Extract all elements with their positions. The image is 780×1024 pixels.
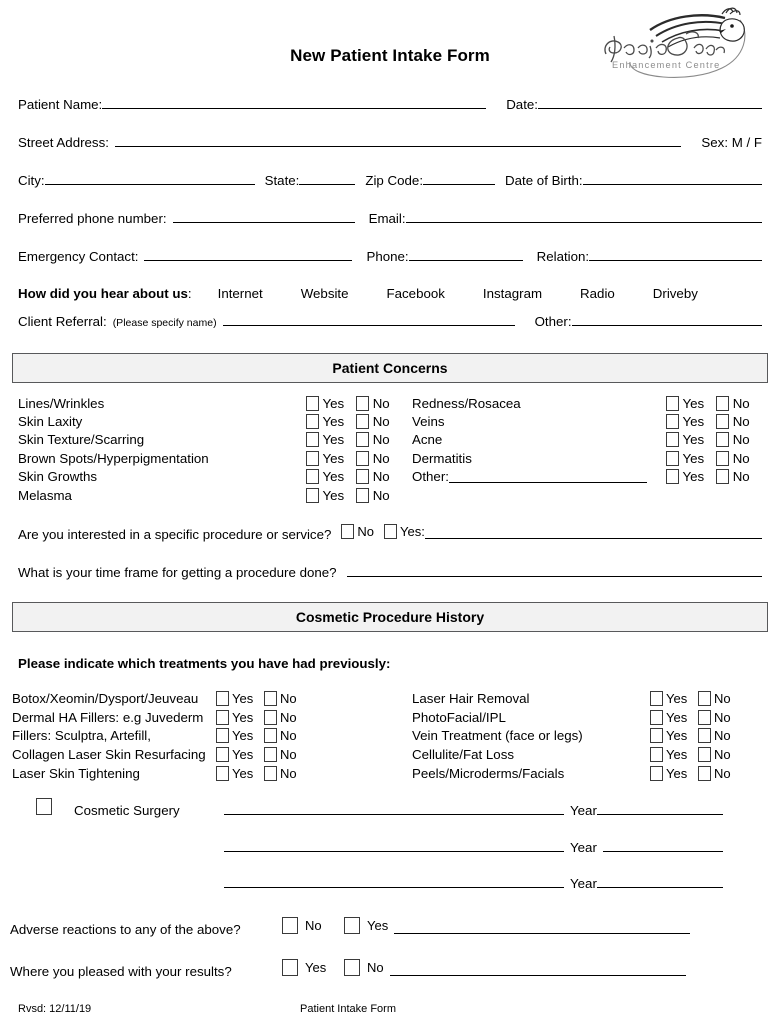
checkbox-icon[interactable] [716, 451, 729, 466]
checkbox-icon[interactable] [264, 691, 277, 706]
relation-input[interactable] [589, 248, 762, 261]
no-label: No [280, 728, 297, 744]
no-label: No [305, 918, 322, 934]
yes-label: Yes [232, 765, 254, 781]
checkbox-icon[interactable] [698, 766, 711, 781]
concern-no-veins[interactable] [716, 414, 762, 429]
concern-other-input[interactable] [449, 471, 647, 483]
email-input[interactable] [406, 210, 762, 223]
yes-label: Yes [682, 469, 705, 485]
treatment-no-cellulite-fat-loss[interactable] [698, 747, 731, 762]
no-label: No [280, 691, 297, 707]
treatment-label-botox: Botox/Xeomin/Dysport/Jeuveau [12, 691, 199, 707]
concern-yes-veins[interactable] [666, 414, 716, 429]
checkbox-icon[interactable] [216, 747, 229, 762]
specific-procedure-yes[interactable] [384, 524, 425, 539]
concern-label-acne: Acne [412, 432, 443, 448]
checkbox-icon[interactable] [341, 524, 354, 539]
referral-other-label: Other: [534, 314, 572, 329]
treatment-row [0, 689, 780, 708]
checkbox-icon[interactable] [356, 451, 369, 466]
concern-yes-skin-texture-scarring[interactable] [306, 432, 356, 447]
email-label: Email: [368, 211, 406, 226]
concern-yes-brown-spots[interactable] [306, 451, 356, 466]
checkbox-icon[interactable] [666, 414, 679, 429]
checkbox-icon[interactable] [306, 432, 319, 447]
treatment-yes-peels-microderms-facials[interactable] [650, 766, 698, 781]
concern-label-skin-texture-scarring: Skin Texture/Scarring [18, 432, 145, 448]
specific-procedure-no[interactable] [341, 524, 374, 539]
cosmetic-surgery-row-2 [0, 839, 780, 855]
checkbox-icon[interactable] [216, 710, 229, 725]
no-label: No [732, 395, 750, 411]
treatment-yes-botox[interactable] [216, 691, 264, 706]
treatment-no-collagen-laser-resurfacing[interactable] [264, 747, 412, 762]
street-address-label: Street Address: [18, 135, 109, 150]
cosmetic-surgery-description-input-1[interactable] [224, 802, 564, 815]
year-label-3: Year [570, 876, 597, 892]
checkbox-icon[interactable] [282, 917, 298, 934]
checkbox-icon[interactable] [344, 959, 360, 976]
no-label: No [372, 432, 390, 448]
concern-row [18, 412, 762, 430]
time-frame-question: What is your time frame for getting a procedure done? [18, 565, 337, 581]
checkbox-icon[interactable] [306, 396, 319, 411]
preferred-phone-label: Preferred phone number: [18, 211, 167, 226]
checkbox-icon[interactable] [666, 432, 679, 447]
no-label: No [714, 691, 731, 707]
treatments-grid [0, 689, 780, 782]
checkbox-icon[interactable] [698, 691, 711, 706]
checkbox-icon[interactable] [698, 728, 711, 743]
checkbox-icon[interactable] [216, 691, 229, 706]
yes-label: Yes [232, 746, 254, 762]
cosmetic-surgery-description-input-3[interactable] [224, 875, 564, 888]
concern-yes-acne[interactable] [666, 432, 716, 447]
adverse-reactions-question: Adverse reactions to any of the above? [10, 922, 241, 938]
treatment-label-dermal-ha-fillers: Dermal HA Fillers: e.g Juvederm [12, 709, 204, 725]
section-title-patient-concerns: Patient Concerns [332, 360, 448, 376]
specific-procedure-question: Are you interested in a specific procedure or service? [18, 527, 332, 543]
concern-no-skin-texture-scarring[interactable] [356, 432, 412, 447]
emergency-contact-label: Emergency Contact: [18, 249, 139, 264]
checkbox-icon[interactable] [356, 469, 369, 484]
checkbox-icon[interactable] [698, 747, 711, 762]
concern-label-lines-wrinkles: Lines/Wrinkles [18, 395, 105, 411]
checkbox-icon[interactable] [264, 766, 277, 781]
city-state-zip-dob-row [0, 172, 780, 188]
revision-date: Rvsd: 12/11/19 [18, 1003, 92, 1015]
cosmetic-surgery-checkbox-icon[interactable] [36, 798, 52, 815]
no-label: No [372, 487, 390, 503]
date-of-birth-label: Date of Birth: [505, 173, 583, 188]
checkbox-icon[interactable] [716, 414, 729, 429]
date-label: Date: [506, 97, 538, 112]
pleased-with-results-yes[interactable] [282, 959, 344, 976]
no-label: No [372, 450, 390, 466]
state-input[interactable] [299, 172, 355, 185]
adverse-reactions-no[interactable] [282, 917, 344, 934]
emergency-contact-row [0, 248, 780, 264]
checkbox-icon[interactable] [306, 488, 319, 503]
concern-yes-dermatitis[interactable] [666, 451, 716, 466]
client-referral-row [0, 313, 780, 329]
yes-label: Yes [682, 450, 705, 466]
checkbox-icon[interactable] [216, 766, 229, 781]
client-referral-input[interactable] [223, 313, 515, 326]
concern-yes-skin-growths[interactable] [306, 469, 356, 484]
page-footer [0, 1003, 780, 1015]
concern-label-redness-rosacea: Redness/Rosacea [412, 395, 521, 411]
concern-yes-redness-rosacea[interactable] [666, 396, 716, 411]
city-label: City: [18, 173, 45, 188]
treatment-row [0, 745, 780, 764]
treatment-row [0, 708, 780, 727]
concern-yes-lines-wrinkles[interactable] [306, 396, 356, 411]
checkbox-icon[interactable] [716, 469, 729, 484]
checkbox-icon[interactable] [384, 524, 397, 539]
document-name: Patient Intake Form [300, 1003, 396, 1015]
emergency-phone-label: Phone: [366, 249, 409, 264]
zip-code-label: Zip Code: [365, 173, 424, 188]
yes-label: Yes [682, 414, 705, 430]
concern-label-skin-laxity: Skin Laxity [18, 414, 83, 430]
concern-no-dermatitis[interactable] [716, 451, 762, 466]
treatment-no-peels-microderms-facials[interactable] [698, 766, 731, 781]
svg-text:Enhancement Centre: Enhancement Centre [612, 60, 721, 70]
treatment-label-laser-skin-tightening: Laser Skin Tightening [12, 765, 140, 781]
yes-label: Yes [682, 432, 705, 448]
treatment-yes-dermal-ha-fillers[interactable] [216, 710, 264, 725]
no-label: No [372, 395, 390, 411]
state-label: State: [264, 173, 300, 188]
cosmetic-surgery-year-input-3[interactable] [597, 875, 723, 888]
concern-row [18, 449, 762, 467]
checkbox-icon[interactable] [666, 469, 679, 484]
concern-no-skin-growths[interactable] [356, 469, 412, 484]
treatment-no-vein-treatment[interactable] [698, 728, 731, 743]
checkbox-icon[interactable] [282, 959, 298, 976]
treatment-yes-laser-skin-tightening[interactable] [216, 766, 264, 781]
no-label: No [357, 524, 374, 540]
checkbox-icon[interactable] [356, 414, 369, 429]
no-label: No [732, 469, 750, 485]
checkbox-icon[interactable] [344, 917, 360, 934]
yes-label: Yes [666, 691, 688, 707]
no-label: No [714, 746, 731, 762]
checkbox-icon[interactable] [264, 728, 277, 743]
patient-name-input[interactable] [102, 96, 486, 109]
cosmetic-surgery-label: Cosmetic Surgery [74, 803, 180, 819]
patient-name-row [0, 96, 780, 112]
yes-label: Yes [322, 395, 345, 411]
pleased-with-results-no[interactable] [344, 959, 384, 976]
concern-label-skin-growths: Skin Growths [18, 469, 98, 485]
zip-code-input[interactable] [423, 172, 495, 185]
time-frame-row [0, 564, 780, 580]
concern-row [18, 431, 762, 449]
concern-no-redness-rosacea[interactable] [716, 396, 762, 411]
checkbox-icon[interactable] [716, 432, 729, 447]
concern-yes-other[interactable] [666, 469, 716, 484]
treatments-instruction: Please indicate which treatments you have had previously: [18, 656, 391, 672]
concern-no-skin-laxity[interactable] [356, 414, 412, 429]
treatment-label-laser-hair-removal: Laser Hair Removal [412, 691, 530, 707]
checkbox-icon[interactable] [356, 396, 369, 411]
no-label: No [280, 765, 297, 781]
year-label-2: Year [570, 840, 597, 856]
patient-concerns-grid [0, 394, 780, 504]
city-input[interactable] [45, 172, 255, 185]
time-frame-input[interactable] [347, 564, 762, 577]
treatment-yes-fillers-sculptra[interactable] [216, 728, 264, 743]
referral-option-driveby[interactable]: Driveby [652, 286, 698, 301]
concern-row [18, 468, 762, 486]
yes-label: Yes [666, 709, 688, 725]
treatment-no-laser-hair-removal[interactable] [698, 691, 731, 706]
street-address-row [0, 134, 780, 150]
treatment-yes-cellulite-fat-loss[interactable] [650, 747, 698, 762]
concern-no-melasma[interactable] [356, 488, 412, 503]
referral-option-internet[interactable]: Internet [217, 286, 263, 301]
section-header-patient-concerns [12, 353, 768, 383]
section-header-cosmetic-procedure-history [12, 602, 768, 632]
emergency-contact-input[interactable] [144, 248, 352, 261]
phone-email-row [0, 210, 780, 226]
form-header [0, 0, 780, 86]
referral-option-radio[interactable]: Radio [580, 286, 615, 301]
treatment-label-fillers-sculptra: Fillers: Sculptra, Artefill, [12, 728, 151, 744]
adverse-reactions-detail-input[interactable] [394, 921, 690, 934]
street-address-input[interactable] [115, 134, 681, 147]
concern-label-brown-spots: Brown Spots/Hyperpigmentation [18, 450, 209, 466]
concern-row [18, 486, 762, 504]
checkbox-icon[interactable] [356, 432, 369, 447]
yes-label: Yes: [400, 524, 425, 540]
date-input[interactable] [538, 96, 762, 109]
treatment-label-photofacial-ipl: PhotoFacial/IPL [412, 709, 506, 725]
sex-label[interactable]: Sex: M / F [701, 135, 762, 150]
year-label-1: Year [570, 803, 597, 819]
concern-no-other[interactable] [716, 469, 762, 484]
adverse-reactions-yes[interactable] [344, 917, 388, 934]
yes-label: Yes [232, 728, 254, 744]
concern-no-lines-wrinkles[interactable] [356, 396, 412, 411]
pleased-with-results-question: Where you pleased with your results? [10, 964, 232, 980]
checkbox-icon[interactable] [306, 414, 319, 429]
client-referral-hint: (Please specify name) [112, 317, 217, 329]
no-label: No [372, 469, 390, 485]
page-title: New Patient Intake Form [290, 46, 490, 65]
concern-no-brown-spots[interactable] [356, 451, 412, 466]
no-label: No [280, 746, 297, 762]
yes-label: Yes [322, 450, 345, 466]
concern-yes-skin-laxity[interactable] [306, 414, 356, 429]
no-label: No [732, 450, 750, 466]
checkbox-icon[interactable] [650, 766, 663, 781]
checkbox-icon[interactable] [698, 710, 711, 725]
checkbox-icon[interactable] [650, 747, 663, 762]
checkbox-icon[interactable] [650, 728, 663, 743]
no-label: No [714, 728, 731, 744]
specific-procedure-input[interactable] [425, 526, 762, 539]
yes-label: Yes [666, 728, 688, 744]
referral-option-facebook[interactable]: Facebook [386, 286, 445, 301]
hear-about-us-label: How did you hear about us [18, 286, 188, 301]
concern-label-dermatitis: Dermatitis [412, 450, 472, 466]
no-label: No [714, 765, 731, 781]
checkbox-icon[interactable] [306, 469, 319, 484]
treatment-no-photofacial-ipl[interactable] [698, 710, 731, 725]
referral-heading-row [0, 286, 780, 301]
pleased-with-results-row [0, 959, 780, 979]
patient-name-label: Patient Name: [18, 97, 103, 112]
concern-label-melasma: Melasma [18, 487, 72, 503]
yes-label: Yes [305, 960, 327, 976]
specific-procedure-row [0, 524, 780, 542]
concern-label-veins: Veins [412, 414, 445, 430]
cosmetic-surgery-row-1 [0, 798, 780, 818]
yes-label: Yes [367, 918, 389, 934]
checkbox-icon[interactable] [650, 710, 663, 725]
checkbox-icon[interactable] [216, 728, 229, 743]
treatment-label-collagen-laser-resurfacing: Collagen Laser Skin Resurfacing [12, 746, 206, 762]
cosmetic-surgery-row-3 [0, 875, 780, 891]
treatments-instruction-row [0, 656, 780, 671]
referral-option-instagram[interactable]: Instagram [482, 286, 543, 301]
treatment-yes-vein-treatment[interactable] [650, 728, 698, 743]
referral-other-input[interactable] [572, 313, 762, 326]
adverse-reactions-row [0, 917, 780, 937]
treatment-label-vein-treatment: Vein Treatment (face or legs) [412, 728, 583, 744]
checkbox-icon[interactable] [716, 396, 729, 411]
checkbox-icon[interactable] [306, 451, 319, 466]
preferred-phone-input[interactable] [173, 210, 355, 223]
yes-label: Yes [666, 765, 688, 781]
cosmetic-surgery-year-input-2[interactable] [603, 839, 723, 852]
date-of-birth-input[interactable] [583, 172, 762, 185]
no-label: No [280, 709, 297, 725]
treatment-no-fillers-sculptra[interactable] [264, 728, 412, 743]
no-label: No [714, 709, 731, 725]
concern-no-acne[interactable] [716, 432, 762, 447]
yes-label: Yes [666, 746, 688, 762]
concern-yes-melasma[interactable] [306, 488, 356, 503]
treatment-no-botox[interactable] [264, 691, 412, 706]
treatment-yes-photofacial-ipl[interactable] [650, 710, 698, 725]
yes-label: Yes [322, 432, 345, 448]
checkbox-icon[interactable] [666, 451, 679, 466]
pleased-with-results-detail-input[interactable] [390, 963, 686, 976]
treatment-no-laser-skin-tightening[interactable] [264, 766, 412, 781]
referral-option-website[interactable]: Website [300, 286, 349, 301]
yes-label: Yes [322, 469, 345, 485]
boise-image-logo [590, 4, 758, 82]
no-label: No [732, 432, 750, 448]
checkbox-icon[interactable] [356, 488, 369, 503]
cosmetic-surgery-year-input-1[interactable] [597, 802, 723, 815]
yes-label: Yes [232, 691, 254, 707]
yes-label: Yes [682, 395, 705, 411]
no-label: No [372, 414, 390, 430]
no-label: No [732, 414, 750, 430]
checkbox-icon[interactable] [666, 396, 679, 411]
treatment-row [0, 764, 780, 783]
checkbox-icon[interactable] [264, 747, 277, 762]
section-title-cosmetic-procedure-history: Cosmetic Procedure History [295, 609, 485, 626]
treatment-label-peels-microderms-facials: Peels/Microderms/Facials [412, 765, 565, 781]
no-label: No [367, 960, 384, 976]
emergency-phone-input[interactable] [409, 248, 523, 261]
concern-other-label: Other: [412, 469, 449, 485]
treatment-label-cellulite-fat-loss: Cellulite/Fat Loss [412, 746, 514, 762]
client-referral-label: Client Referral: [18, 314, 107, 329]
concern-row [18, 394, 762, 412]
checkbox-icon[interactable] [264, 710, 277, 725]
cosmetic-surgery-description-input-2[interactable] [224, 839, 564, 852]
checkbox-icon[interactable] [650, 691, 663, 706]
treatment-no-dermal-ha-fillers[interactable] [264, 710, 412, 725]
hear-about-us-colon: : [187, 286, 192, 301]
relation-label: Relation: [536, 249, 590, 264]
treatment-yes-laser-hair-removal[interactable] [650, 691, 698, 706]
yes-label: Yes [232, 709, 254, 725]
treatment-yes-collagen-laser-resurfacing[interactable] [216, 747, 264, 762]
yes-label: Yes [322, 487, 345, 503]
yes-label: Yes [322, 414, 345, 430]
treatment-row [0, 727, 780, 746]
